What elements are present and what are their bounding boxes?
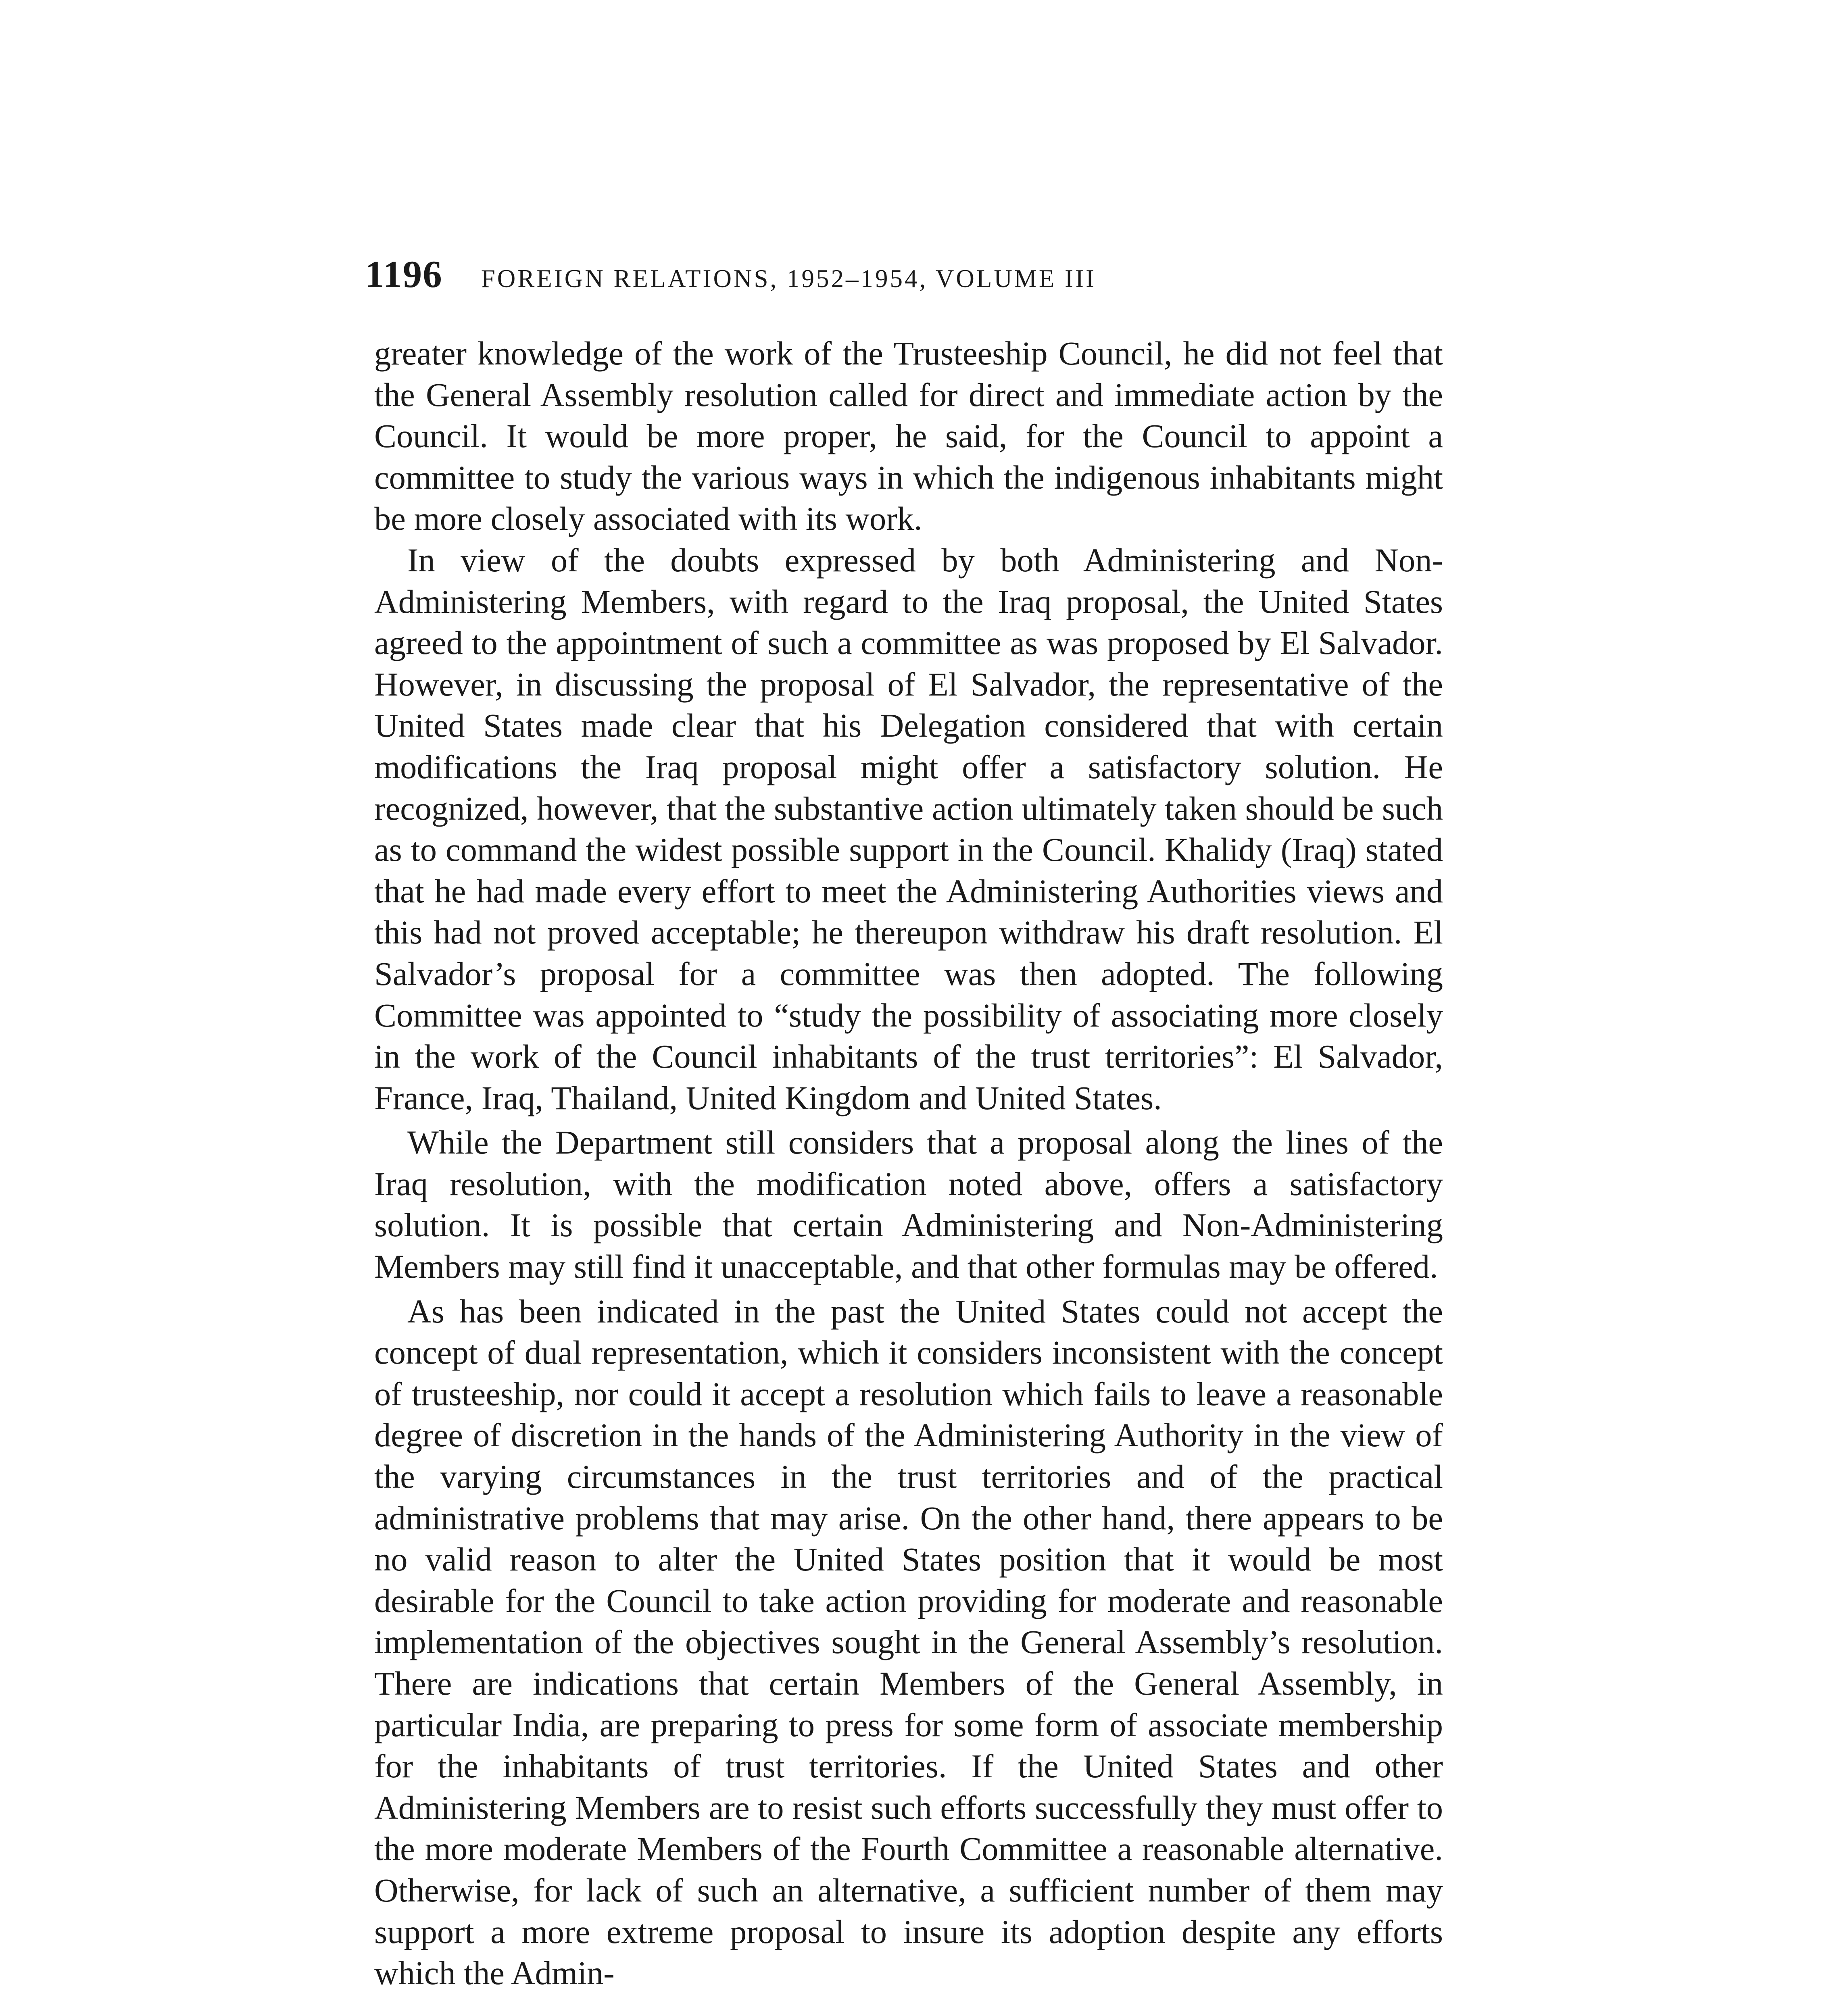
paragraph-continued: greater knowledge of the work of the Trusteeship Council, he did not feel that the General Assembly resolution called for direct and immediate action by the Council. It would be more proper, he said, for the Council to appoint a committee to study the various ways in which the indigenous inhabitants might be more closely associated with its work. [374, 335, 1443, 537]
body-text [374, 333, 1443, 1994]
running-head [365, 252, 1454, 296]
paragraph: While the Department still considers that a proposal along the lines of the Iraq resolution, with the modification noted above, offers a satisfactory solution. It is possible that certain Administering and Non-Administering Members may still find it unacceptable, and that other formulas may be offered. [374, 1124, 1443, 1285]
paragraph: As has been indicated in the past the United States could not accept the concept of dual representation, which it considers inconsistent with the concept of trusteeship, nor could it accept a resolution which fails to leave a reasonable degree of discretion in the hands of the Administering Authority in the view of the varying circumstances in the trust territories and of the practical administrative problems that may arise. On the other hand, there appears to be no valid reason to alter the United States position that it would be most desirable for the Council to take action providing for moderate and reasonable implementation of the objectives sought in the General Assembly’s resolution. There are indications that certain Members of the General Assembly, in particular India, are preparing to press for some form of associate membership for the inhabitants of trust territories. If the United States and other Administering Members are to resist such efforts successfully they must offer to the more moderate Members of the Fourth Committee a reasonable alternative. Otherwise, for lack of such an alternative, a sufficient number of them may support a more extreme proposal to insure its adoption despite any efforts which the Admin- [374, 1292, 1443, 1992]
paragraph: In view of the doubts expressed by both Administering and Non-Administering Members, with regard to the Iraq proposal, the United States agreed to the appointment of such a committee as was proposed by El Salvador. However, in discussing the proposal of El Salvador, the representative of the United States made clear that his Delegation considered that with certain modifications the Iraq proposal might offer a satisfactory solution. He recognized, however, that the substantive action ultimately taken should be such as to command the widest possible support in the Council. Khalidy (Iraq) stated that he had made every effort to meet the Administering Authorities views and this had not proved acceptable; he thereupon withdraw his draft resolution. El Salvador’s proposal for a committee was then adopted. The following Committee was appointed to “study the possibility of associating more closely in the work of the Council inhabitants of the trust territories”: El Salvador, France, Iraq, Thailand, United Kingdom and United States. [374, 541, 1443, 1116]
page-number: 1196 [365, 253, 443, 296]
running-title: FOREIGN RELATIONS, 1952–1954, VOLUME III [481, 264, 1097, 293]
